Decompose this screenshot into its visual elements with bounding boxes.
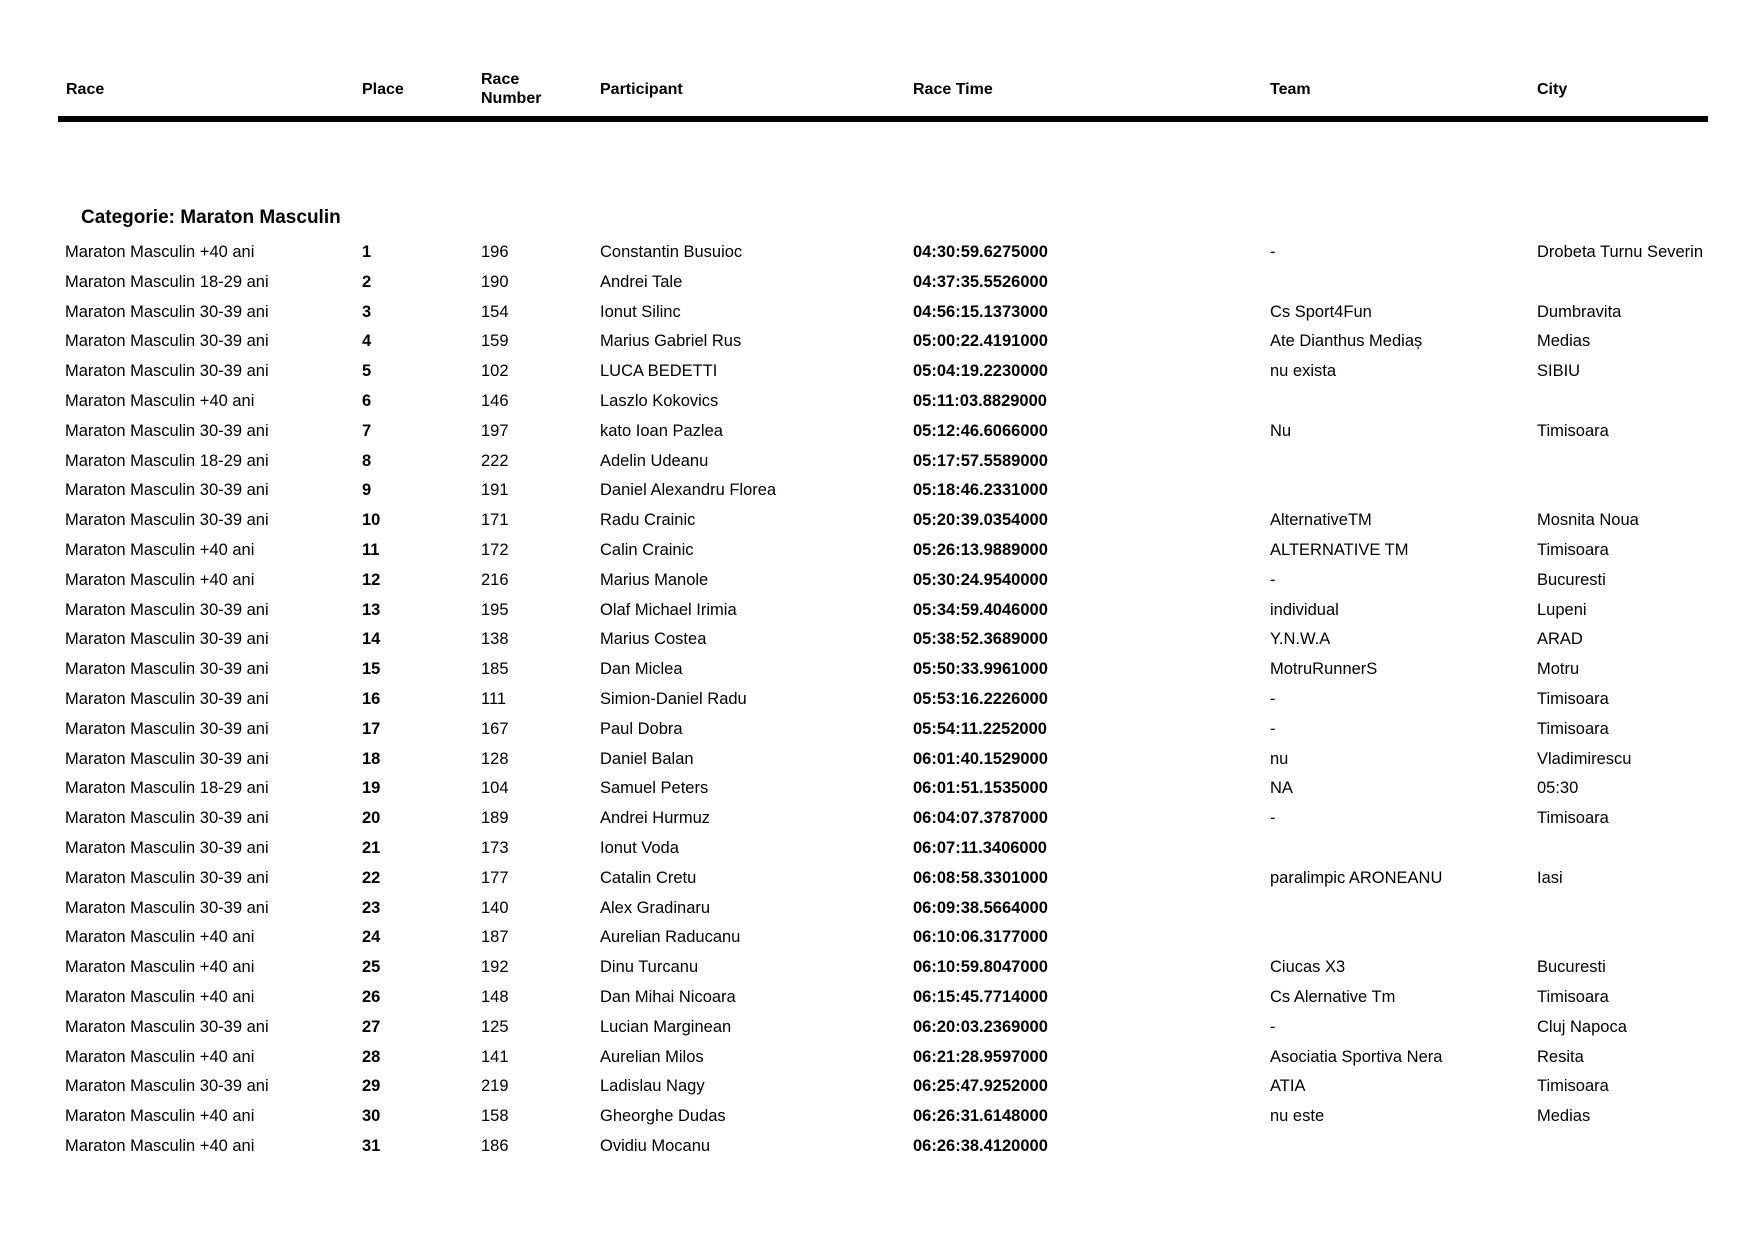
row-race: Maraton Masculin +40 ani (65, 958, 255, 977)
row-race: Maraton Masculin +40 ani (65, 1107, 255, 1126)
row-race: Maraton Masculin 30-39 ani (65, 868, 269, 887)
row-place: 22 (362, 868, 381, 887)
row-race: Maraton Masculin 30-39 ani (65, 660, 269, 679)
table-row (0, 449, 1755, 479)
row-race-time: 05:53:16.2226000 (913, 689, 1048, 708)
row-race-time: 05:04:19.2230000 (913, 362, 1048, 381)
row-participant: Dinu Turcanu (600, 958, 699, 977)
row-race-time: 05:50:33.9961000 (913, 660, 1048, 679)
row-race: Maraton Masculin 30-39 ani (65, 600, 269, 619)
row-city: Timisoara (1537, 689, 1609, 708)
table-row (0, 836, 1755, 866)
row-participant: Andrei Hurmuz (600, 809, 711, 828)
row-participant: Radu Crainic (600, 511, 696, 530)
row-race-number: 146 (481, 391, 509, 410)
row-race-time: 05:18:46.2331000 (913, 481, 1048, 500)
row-place: 15 (362, 660, 381, 679)
header-race-number: Race Number (481, 71, 542, 107)
row-race-time: 06:20:03.2369000 (913, 1017, 1048, 1036)
row-race-time: 04:56:15.1373000 (913, 302, 1048, 321)
table-row (0, 1074, 1755, 1104)
table-row (0, 1015, 1755, 1045)
category-title: Categorie: Maraton Masculin (81, 207, 341, 228)
row-city: Vladimirescu (1537, 749, 1632, 768)
row-city: Timisoara (1537, 1077, 1609, 1096)
row-race: Maraton Masculin 30-39 ani (65, 689, 269, 708)
row-team: - (1270, 689, 1276, 708)
row-race-time: 05:26:13.9889000 (913, 540, 1048, 559)
row-team: - (1270, 1017, 1276, 1036)
row-participant: Constantin Busuioc (600, 243, 743, 261)
row-city: Drobeta Turnu Severin (1537, 243, 1704, 261)
row-participant: Ionut Silinc (600, 302, 681, 321)
row-participant: Olaf Michael Irimia (600, 600, 737, 619)
table-row (0, 747, 1755, 777)
row-race-number: 177 (481, 868, 509, 887)
row-team: Ciucas X3 (1270, 958, 1346, 977)
row-place: 14 (362, 630, 381, 649)
row-team: MotruRunnerS (1270, 660, 1378, 679)
row-city: Timisoara (1537, 987, 1609, 1006)
table-row (0, 955, 1755, 985)
row-place: 8 (362, 451, 372, 470)
row-place: 21 (362, 838, 381, 857)
row-team: ALTERNATIVE TM (1270, 540, 1409, 559)
row-city: Dumbravita (1537, 302, 1622, 321)
row-race: Maraton Masculin 30-39 ani (65, 1077, 269, 1096)
row-race: Maraton Masculin +40 ani (65, 391, 255, 410)
row-race-number: 167 (481, 719, 509, 738)
row-race-number: 173 (481, 838, 509, 857)
row-race: Maraton Masculin 30-39 ani (65, 362, 269, 381)
row-place: 13 (362, 600, 381, 619)
row-city: Timisoara (1537, 421, 1609, 440)
table-row (0, 508, 1755, 538)
row-city: Cluj Napoca (1537, 1017, 1627, 1036)
row-race-time: 05:17:57.5589000 (913, 451, 1048, 470)
row-race-number: 159 (481, 332, 509, 351)
row-place: 12 (362, 570, 381, 589)
row-participant: Adelin Udeanu (600, 451, 709, 470)
row-participant: Daniel Alexandru Florea (600, 481, 777, 500)
row-race: Maraton Masculin +40 ani (65, 540, 255, 559)
row-race: Maraton Masculin 30-39 ani (65, 1017, 269, 1036)
row-race-time: 06:07:11.3406000 (913, 838, 1047, 857)
row-participant: Ionut Voda (600, 838, 679, 857)
row-place: 10 (362, 511, 381, 530)
row-race-time: 06:10:59.8047000 (913, 958, 1048, 977)
row-race: Maraton Masculin 18-29 ani (65, 272, 269, 291)
row-race-number: 148 (481, 987, 509, 1006)
row-race-number: 104 (481, 779, 509, 798)
row-participant: Marius Costea (600, 630, 707, 649)
row-city: Mosnita Noua (1537, 511, 1639, 530)
row-team: Y.N.W.A (1270, 630, 1331, 649)
row-race-time: 05:34:59.4046000 (913, 600, 1048, 619)
row-race-time: 06:26:31.6148000 (913, 1107, 1048, 1126)
row-race-number: 171 (481, 511, 509, 530)
row-race-number: 189 (481, 809, 509, 828)
row-participant: Gheorghe Dudas (600, 1107, 726, 1126)
table-row (0, 538, 1755, 568)
row-city: Timisoara (1537, 540, 1609, 559)
row-participant: Simion-Daniel Radu (600, 689, 747, 708)
row-participant: Marius Gabriel Rus (600, 332, 742, 351)
row-team: - (1270, 809, 1276, 828)
results-header (0, 0, 1755, 124)
table-row (0, 419, 1755, 449)
row-team: - (1270, 719, 1276, 738)
row-place: 5 (362, 362, 372, 381)
row-city: Resita (1537, 1047, 1584, 1066)
row-race-time: 06:25:47.9252000 (913, 1077, 1048, 1096)
row-place: 11 (362, 540, 380, 559)
header-place: Place (362, 81, 404, 98)
row-race-time: 05:12:46.6066000 (913, 421, 1048, 440)
row-race-time: 06:08:58.3301000 (913, 868, 1048, 887)
row-race: Maraton Masculin 30-39 ani (65, 302, 269, 321)
row-race-number: 111 (481, 689, 507, 708)
row-participant: Laszlo Kokovics (600, 391, 719, 410)
row-place: 7 (362, 421, 372, 440)
row-race-number: 187 (481, 928, 509, 947)
table-row (0, 657, 1755, 687)
row-team: NA (1270, 779, 1293, 798)
table-row (0, 776, 1755, 806)
row-race-number: 154 (481, 302, 509, 321)
row-race: Maraton Masculin +40 ani (65, 1136, 255, 1155)
row-race-number: 222 (481, 451, 509, 470)
row-place: 4 (362, 332, 372, 351)
row-race: Maraton Masculin +40 ani (65, 928, 255, 947)
row-place: 23 (362, 898, 381, 917)
row-race-time: 05:54:11.2252000 (913, 719, 1047, 738)
row-city: Lupeni (1537, 600, 1587, 619)
row-race: Maraton Masculin 18-29 ani (65, 451, 269, 470)
row-race-time: 05:38:52.3689000 (913, 630, 1048, 649)
header-participant: Participant (600, 81, 683, 98)
row-race: Maraton Masculin +40 ani (65, 243, 255, 261)
table-row (0, 1045, 1755, 1075)
row-race-time: 06:15:45.7714000 (913, 987, 1048, 1006)
row-place: 1 (362, 243, 372, 261)
row-place: 18 (362, 749, 381, 768)
row-city: Medias (1537, 332, 1591, 351)
row-race-time: 05:20:39.0354000 (913, 511, 1048, 530)
row-race-time: 05:11:03.8829000 (913, 391, 1047, 410)
row-race: Maraton Masculin 30-39 ani (65, 511, 269, 530)
row-city: SIBIU (1537, 362, 1581, 381)
row-place: 2 (362, 272, 372, 291)
row-team: Ate Dianthus Mediaș (1270, 332, 1423, 351)
row-race: Maraton Masculin +40 ani (65, 987, 255, 1006)
row-participant: kato Ioan Pazlea (600, 421, 723, 440)
row-race-time: 06:21:28.9597000 (913, 1047, 1048, 1066)
row-team: nu este (1270, 1107, 1325, 1126)
row-race-number: 195 (481, 600, 509, 619)
row-participant: LUCA BEDETTI (600, 362, 718, 381)
row-participant: Dan Miclea (600, 660, 683, 679)
table-row (0, 627, 1755, 657)
row-city: Bucuresti (1537, 958, 1606, 977)
row-race: Maraton Masculin 30-39 ani (65, 421, 269, 440)
row-race: Maraton Masculin 30-39 ani (65, 481, 269, 500)
row-race-number: 138 (481, 630, 509, 649)
table-row (0, 717, 1755, 747)
row-race-number: 172 (481, 540, 509, 559)
row-race-number: 141 (481, 1047, 509, 1066)
row-race-number: 125 (481, 1017, 509, 1036)
row-race: Maraton Masculin 30-39 ani (65, 749, 269, 768)
table-row (0, 806, 1755, 836)
row-race-number: 102 (481, 362, 509, 381)
row-race-number: 219 (481, 1077, 509, 1096)
row-city: Motru (1537, 660, 1580, 679)
row-place: 26 (362, 987, 381, 1006)
row-participant: Daniel Balan (600, 749, 694, 768)
row-participant: Paul Dobra (600, 719, 683, 738)
row-city: ARAD (1537, 630, 1583, 649)
table-row (0, 270, 1755, 300)
row-race: Maraton Masculin 30-39 ani (65, 898, 269, 917)
row-team: individual (1270, 600, 1339, 619)
header-city: City (1537, 81, 1568, 98)
table-row (0, 985, 1755, 1015)
row-race-time: 04:30:59.6275000 (913, 243, 1048, 261)
row-team: AlternativeTM (1270, 511, 1372, 530)
row-race-number: 140 (481, 898, 509, 917)
row-race-number: 192 (481, 958, 509, 977)
table-row (0, 478, 1755, 508)
row-participant: Aurelian Raducanu (600, 928, 741, 947)
row-team: Cs Alernative Tm (1270, 987, 1396, 1006)
row-race-time: 04:37:35.5526000 (913, 272, 1048, 291)
row-race-time: 05:30:24.9540000 (913, 570, 1048, 589)
row-race-number: 190 (481, 272, 509, 291)
header-race-time: Race Time (913, 81, 993, 98)
row-race-time: 06:10:06.3177000 (913, 928, 1048, 947)
table-row (0, 300, 1755, 330)
row-participant: Marius Manole (600, 570, 709, 589)
row-place: 27 (362, 1017, 381, 1036)
row-place: 28 (362, 1047, 381, 1066)
table-row (0, 240, 1755, 270)
row-race: Maraton Masculin 30-39 ani (65, 630, 269, 649)
row-city: Bucuresti (1537, 570, 1606, 589)
row-race-number: 216 (481, 570, 509, 589)
table-row (0, 896, 1755, 926)
row-participant: Alex Gradinaru (600, 898, 711, 917)
header-race: Race (66, 81, 105, 98)
row-race-time: 06:01:51.1535000 (913, 779, 1048, 798)
table-row (0, 925, 1755, 955)
row-race: Maraton Masculin 18-29 ani (65, 779, 269, 798)
row-team: paralimpic ARONEANU (1270, 868, 1443, 887)
row-race-number: 128 (481, 749, 509, 768)
row-race: Maraton Masculin 30-39 ani (65, 809, 269, 828)
row-team: - (1270, 570, 1276, 589)
row-place: 19 (362, 779, 381, 798)
row-race: Maraton Masculin 30-39 ani (65, 719, 269, 738)
row-place: 17 (362, 719, 381, 738)
row-participant: Catalin Cretu (600, 868, 697, 887)
row-race-time: 06:09:38.5664000 (913, 898, 1048, 917)
table-row (0, 1104, 1755, 1134)
row-place: 20 (362, 809, 381, 828)
table-row (0, 389, 1755, 419)
row-place: 3 (362, 302, 372, 321)
row-participant: Andrei Tale (600, 272, 683, 291)
row-participant: Aurelian Milos (600, 1047, 704, 1066)
row-race-number: 158 (481, 1107, 509, 1126)
row-city: 05:30 (1537, 779, 1579, 798)
row-place: 6 (362, 391, 372, 410)
row-place: 31 (362, 1136, 381, 1155)
row-race: Maraton Masculin +40 ani (65, 570, 255, 589)
row-city: Medias (1537, 1107, 1591, 1126)
row-team: Nu (1270, 421, 1292, 440)
row-race-time: 06:04:07.3787000 (913, 809, 1048, 828)
row-race-number: 185 (481, 660, 509, 679)
row-team: nu exista (1270, 362, 1337, 381)
row-race-time: 06:26:38.4120000 (913, 1136, 1048, 1155)
table-row (0, 329, 1755, 359)
row-participant: Dan Mihai Nicoara (600, 987, 736, 1006)
row-team: nu (1270, 749, 1289, 768)
table-row (0, 359, 1755, 389)
row-participant: Lucian Marginean (600, 1017, 732, 1036)
row-place: 29 (362, 1077, 381, 1096)
row-city: Timisoara (1537, 809, 1609, 828)
row-place: 16 (362, 689, 381, 708)
table-row (0, 568, 1755, 598)
row-race: Maraton Masculin +40 ani (65, 1047, 255, 1066)
row-race-number: 186 (481, 1136, 509, 1155)
row-participant: Samuel Peters (600, 779, 709, 798)
row-race: Maraton Masculin 30-39 ani (65, 332, 269, 351)
row-race: Maraton Masculin 30-39 ani (65, 838, 269, 857)
row-city: Iasi (1537, 868, 1563, 887)
row-race-number: 196 (481, 243, 509, 261)
row-place: 25 (362, 958, 381, 977)
header-divider (58, 116, 1708, 122)
row-place: 24 (362, 928, 381, 947)
row-place: 30 (362, 1107, 381, 1126)
row-team: - (1270, 243, 1276, 261)
row-race-number: 191 (481, 481, 509, 500)
row-place: 9 (362, 481, 372, 500)
row-team: Cs Sport4Fun (1270, 302, 1372, 321)
row-participant: Ladislau Nagy (600, 1077, 705, 1096)
header-team: Team (1270, 81, 1311, 98)
table-row (0, 1134, 1755, 1164)
row-team: ATIA (1270, 1077, 1306, 1096)
results-table (0, 240, 1755, 1164)
row-race-time: 05:00:22.4191000 (913, 332, 1048, 351)
row-race-time: 06:01:40.1529000 (913, 749, 1048, 768)
row-team: Asociatia Sportiva Nera (1270, 1047, 1443, 1066)
row-participant: Calin Crainic (600, 540, 694, 559)
table-row (0, 598, 1755, 628)
row-race-number: 197 (481, 421, 509, 440)
table-row (0, 687, 1755, 717)
table-row (0, 866, 1755, 896)
row-city: Timisoara (1537, 719, 1609, 738)
row-participant: Ovidiu Mocanu (600, 1136, 711, 1155)
